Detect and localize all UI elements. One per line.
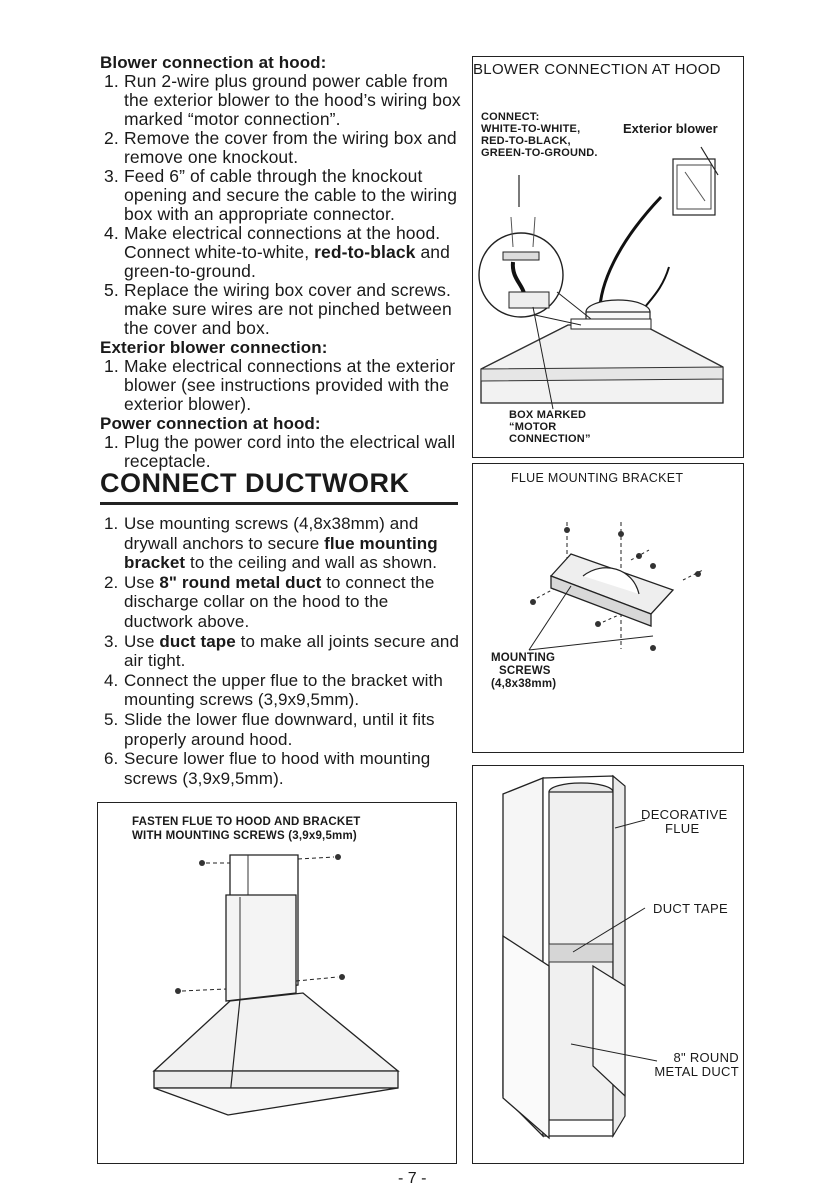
item-text: Make electrical connections at the exterior blower (see instructions provided with the exterior blower).	[124, 356, 456, 414]
mounting-screws-label: MOUNTING SCREWS (4,8x38mm)	[491, 652, 557, 690]
item-number: 4.	[104, 223, 119, 243]
item-text: Secure lower flue to hood with mounting screws (3,9x9,5mm).	[124, 749, 431, 788]
list-item	[100, 573, 460, 632]
item-number: 1.	[104, 356, 119, 376]
item-text: Feed 6” of cable through the knockout opening and secure the cable to the wiring box with an appropriate connector.	[124, 166, 458, 224]
item-text: Use mounting screws (4,8x38mm) and drywall anchors to secure	[124, 514, 419, 553]
item-text: Make electrical connections at the hood. Connect white-to-white,	[124, 223, 441, 262]
list-item	[100, 632, 460, 671]
title-rule	[100, 502, 458, 505]
list-item	[100, 433, 462, 471]
page-title: CONNECT DUCTWORK	[100, 468, 410, 498]
item-emphasis: flue mounting bracket	[124, 533, 438, 573]
item-number: 1.	[104, 71, 119, 91]
list-item	[100, 167, 462, 224]
connect-label: CONNECT: WHITE-TO-WHITE, RED-TO-BLACK, GREEN-TO-GROUND.	[481, 111, 598, 159]
list-item	[100, 749, 460, 788]
item-number: 1.	[104, 432, 119, 452]
decorative-flue-figure	[472, 765, 744, 1164]
section-heading: Blower connection at hood:	[100, 53, 327, 72]
item-number: 3.	[104, 631, 119, 651]
exterior-blower-label: Exterior blower	[623, 121, 718, 136]
item-text: Slide the lower flue downward, until it fits properly around hood.	[124, 709, 435, 749]
list-item	[100, 224, 462, 281]
item-text: to the ceiling and wall as shown.	[185, 553, 438, 573]
fasten-flue-figure	[97, 802, 457, 1164]
ductwork-steps	[100, 514, 460, 788]
power-hood-steps	[100, 433, 462, 471]
item-number: 4.	[104, 670, 119, 690]
bracket-drawing	[473, 464, 743, 752]
section-heading: Power connection at hood:	[100, 414, 321, 433]
list-item	[100, 129, 462, 167]
item-text: Use	[124, 631, 160, 651]
item-text: Plug the power cord into the electrical wall receptacle.	[124, 432, 456, 471]
round-duct-label: 8" ROUND METAL DUCT	[654, 1050, 739, 1079]
page-number: - 7 -	[398, 1170, 427, 1187]
item-number: 6.	[104, 749, 119, 769]
item-text: Connect the upper flue to the bracket with mounting screws (3,9x9,5mm).	[124, 670, 443, 710]
blower-connection-figure	[472, 56, 744, 458]
duct-tape-label: DUCT TAPE	[653, 901, 728, 916]
list-item	[100, 357, 462, 414]
list-item	[100, 281, 462, 338]
list-item	[100, 514, 460, 573]
figure-title: BLOWER CONNECTION AT HOOD	[473, 61, 721, 78]
fasten-flue-caption: FASTEN FLUE TO HOOD AND BRACKET WITH MOUNTING SCREWS (3,9x9,5mm)	[132, 816, 361, 842]
left-column	[100, 53, 462, 471]
item-emphasis: duct tape	[159, 631, 236, 651]
hood-wiring-drawing	[473, 57, 743, 457]
item-number: 2.	[104, 572, 119, 592]
item-number: 5.	[104, 280, 119, 300]
hood-flue-drawing	[98, 803, 456, 1163]
flue-bracket-figure	[472, 463, 744, 753]
item-text: Run 2-wire plus ground power cable from the exterior blower to the hood’s wiring box marked “motor connection”.	[124, 71, 461, 129]
item-text: Replace the wiring box cover and screws. make sure wires are not pinched between the cover and box.	[124, 280, 452, 338]
item-text: and green-to-ground.	[124, 242, 450, 281]
section-heading: Exterior blower connection:	[100, 338, 328, 357]
item-text: Remove the cover from the wiring box and remove one knockout.	[124, 128, 457, 167]
list-item	[100, 671, 460, 710]
list-item	[100, 710, 460, 749]
box-marked-label: BOX MARKED “MOTOR CONNECTION”	[509, 409, 591, 445]
decorative-flue-label: DECORATIVE FLUE	[641, 807, 728, 836]
blower-hood-steps	[100, 72, 462, 338]
item-emphasis: red-to-black	[314, 242, 416, 262]
item-number: 2.	[104, 128, 119, 148]
item-number: 3.	[104, 166, 119, 186]
item-number: 5.	[104, 709, 119, 729]
exterior-blower-steps	[100, 357, 462, 414]
item-text: Use	[124, 572, 160, 592]
item-number: 1.	[104, 514, 119, 533]
item-text: to connect the discharge collar on the hood to the ductwork above.	[124, 572, 435, 631]
item-text: to make all joints secure and air tight.	[124, 631, 459, 671]
list-item	[100, 72, 462, 129]
figure-title: FLUE MOUNTING BRACKET	[511, 471, 684, 485]
item-emphasis: 8" round metal duct	[159, 572, 322, 592]
